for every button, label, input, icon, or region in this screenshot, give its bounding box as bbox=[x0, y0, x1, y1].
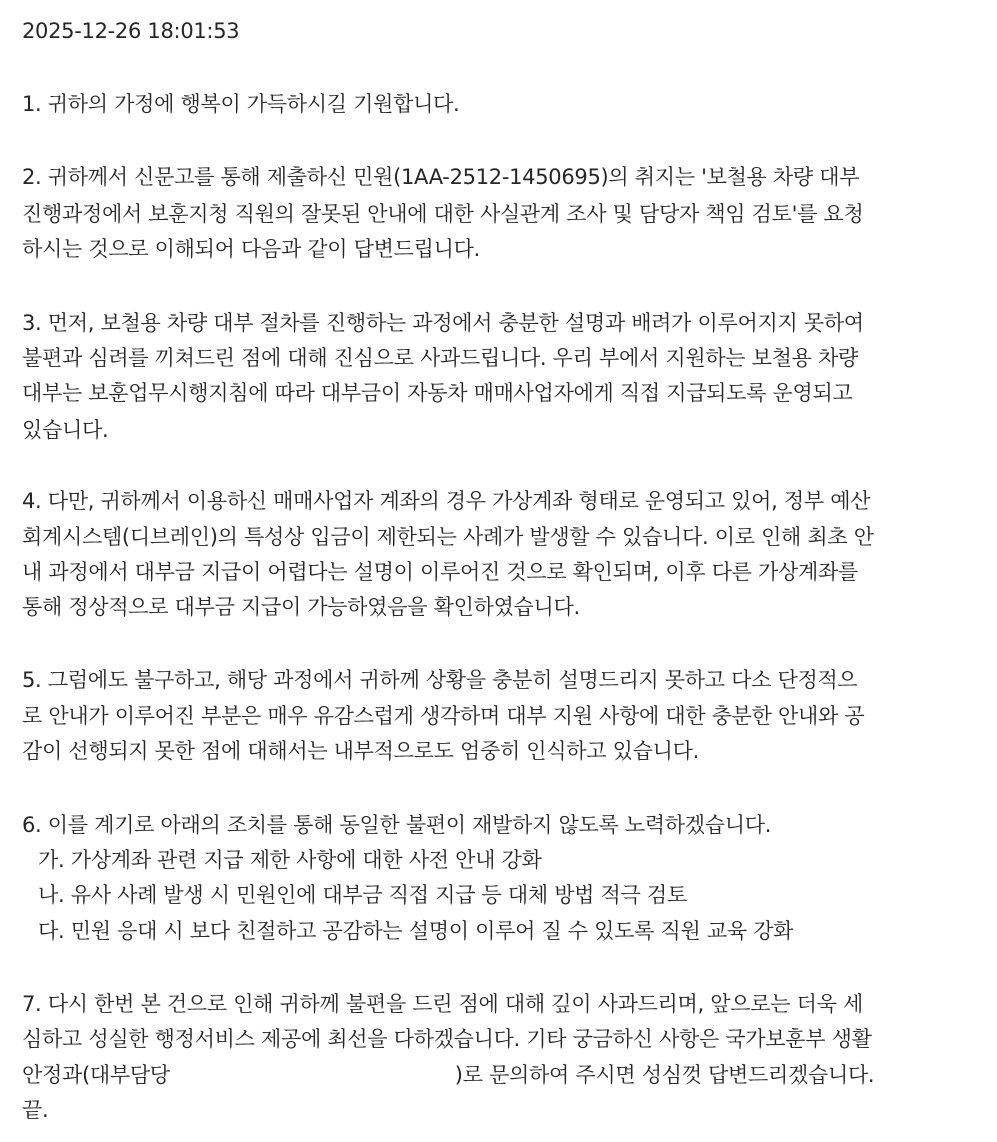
paragraph-5-line-3: 감이 선행되지 못한 점에 대해서는 내부적으로도 엄중히 인식하고 있습니다. bbox=[22, 739, 699, 763]
paragraph-7-line-2: 심하고 성실한 행정서비스 제공에 최선을 다하겠습니다. 기타 궁금하신 사항은 국가보훈부 생활 bbox=[22, 1027, 872, 1051]
paragraph-5-line-2: 로 안내가 이루어진 부분은 매우 유감스럽게 생각하며 대부 지원 사항에 대한 충분한 안내와 공 bbox=[22, 704, 865, 728]
department-contact-end: )로 문의하여 주시면 성심껏 답변드리겠습니다. bbox=[454, 1063, 875, 1087]
timestamp: 2025-12-26 18:01:53 bbox=[22, 19, 240, 43]
paragraph-5-line-1: 5. 그럼에도 불구하고, 해당 과정에서 귀하께 상황을 충분히 설명드리지 못하고 다소 단정적으 bbox=[22, 668, 858, 692]
paragraph-3-line-1: 3. 먼저, 보철용 차량 대부 절차를 진행하는 과정에서 충분한 설명과 배려가 이루어지지 못하여 bbox=[22, 311, 864, 335]
paragraph-3-line-2: 불편과 심려를 끼쳐드린 점에 대해 진심으로 사과드립니다. 우리 부에서 지원하는 보철용 차량 bbox=[22, 346, 858, 370]
paragraph-7-line-3 bbox=[22, 1058, 874, 1092]
paragraph-7-line-1: 7. 다시 한번 본 건으로 인해 귀하께 불편을 드린 점에 대해 깊이 사과드리며, 앞으로는 더욱 세 bbox=[22, 992, 863, 1016]
paragraph-6-intro: 6. 이를 계기로 아래의 조치를 통해 동일한 불편이 재발하지 않도록 노력하겠습니다. bbox=[22, 813, 772, 837]
action-item-1: 가. 가상계좌 관련 지급 제한 사항에 대한 사전 안내 강화 bbox=[38, 848, 542, 872]
paragraph-4-line-3: 내 과정에서 대부금 지급이 어렵다는 설명이 이루어진 것으로 확인되며, 이후 다른 가상계좌를 bbox=[22, 560, 858, 584]
paragraph-2-line-3: 하시는 것으로 이해되어 다음과 같이 답변드립니다. bbox=[22, 237, 480, 261]
paragraph-4-line-2: 회계시스템(디브레인)의 특성상 입금이 제한되는 사례가 발생할 수 있습니다. 이로 인해 최초 안 bbox=[22, 525, 874, 549]
paragraph-4-line-1: 4. 다만, 귀하께서 이용하신 매매사업자 계좌의 경우 가상계좌 형태로 운영되고 있어, 정부 예산 bbox=[22, 489, 871, 513]
paragraph-3-line-3: 대부는 보훈업무시행지침에 따라 대부금이 자동차 매매사업자에게 직접 지급되도록 운영되고 bbox=[22, 381, 853, 405]
paragraph-2-line-2: 진행과정에서 보훈지청 직원의 잘못된 안내에 대한 사실관계 조사 및 담당자 책임 검토'를 요청 bbox=[22, 202, 864, 226]
paragraph-4-line-4: 통해 정상적으로 대부금 지급이 가능하였음을 확인하였습니다. bbox=[22, 595, 580, 619]
paragraph-2-line-1: 2. 귀하께서 신문고를 통해 제출하신 민원(1AA-2512-1450695)의 취지는 '보철용 차량 대부 bbox=[22, 165, 860, 189]
paragraph-3-line-4: 있습니다. bbox=[22, 418, 109, 442]
action-item-2: 나. 유사 사례 발생 시 민원인에 대부금 직접 지급 등 대체 방법 적극 검토 bbox=[38, 883, 687, 907]
department-contact-start: 안정과(대부담당 bbox=[22, 1063, 170, 1087]
closing-mark: 끝. bbox=[22, 1098, 49, 1122]
paragraph-1: 1. 귀하의 가정에 행복이 가득하시길 기원합니다. bbox=[22, 92, 460, 116]
action-item-3: 다. 민원 응대 시 보다 친절하고 공감하는 설명이 이루어 질 수 있도록 직원 교육 강화 bbox=[38, 919, 794, 943]
